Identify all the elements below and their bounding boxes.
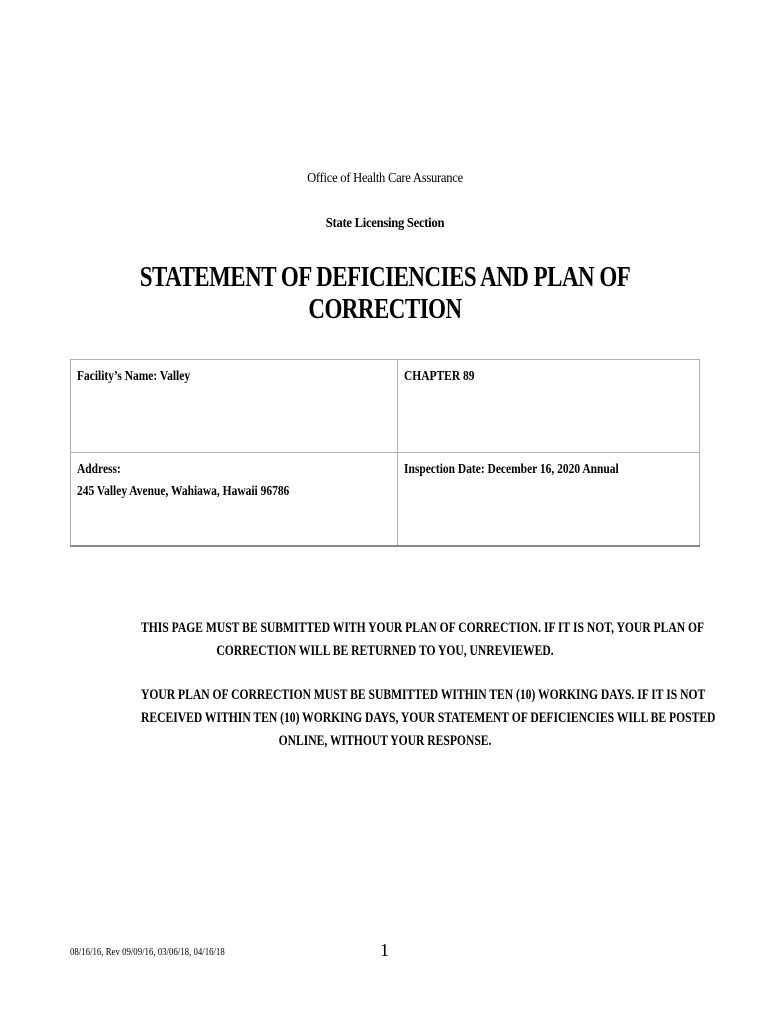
office-name: Office of Health Care Assurance [307,171,463,186]
facility-info-table [70,359,700,547]
address-value: 245 Valley Avenue, Wahiawa, Hawaii 96786 [77,484,290,499]
table-row [71,360,700,453]
revision-dates: 08/16/16, Rev 09/09/16, 03/06/18, 04/16/18 [70,946,225,958]
notice-line: THIS PAGE MUST BE SUBMITTED WITH YOUR PLAN OF CORRECTION. IF IT IS NOT, YOUR PLAN OF [141,620,705,636]
page-number: 1 [380,940,389,960]
facility-name: Facility’s Name: Valley [77,369,191,384]
notice-line: YOUR PLAN OF CORRECTION MUST BE SUBMITTED WITHIN TEN (10) WORKING DAYS. IF IT IS NOT [141,687,706,703]
section-name: State Licensing Section [325,216,445,231]
facility-name-cell [71,360,398,453]
notice-line: ONLINE, WITHOUT YOUR RESPONSE. [278,733,492,749]
notice-line: RECEIVED WITHIN TEN (10) WORKING DAYS, YOUR STATEMENT OF DEFICIENCIES WILL BE POSTED [141,710,716,726]
inspection-date-cell [398,453,700,547]
submission-notice [80,617,705,663]
chapter: CHAPTER 89 [404,369,475,384]
page-title: STATEMENT OF DEFICIENCIES AND PLAN OF CORRECTION [139,262,631,325]
inspection-date: Inspection Date: December 16, 2020 Annual [404,462,619,477]
chapter-cell [398,360,700,453]
address-cell [71,453,398,547]
address-label: Address: [77,462,121,477]
table-row [71,453,700,547]
deadline-notice [80,684,716,753]
notice-line: CORRECTION WILL BE RETURNED TO YOU, UNREVIEWED. [216,643,554,659]
